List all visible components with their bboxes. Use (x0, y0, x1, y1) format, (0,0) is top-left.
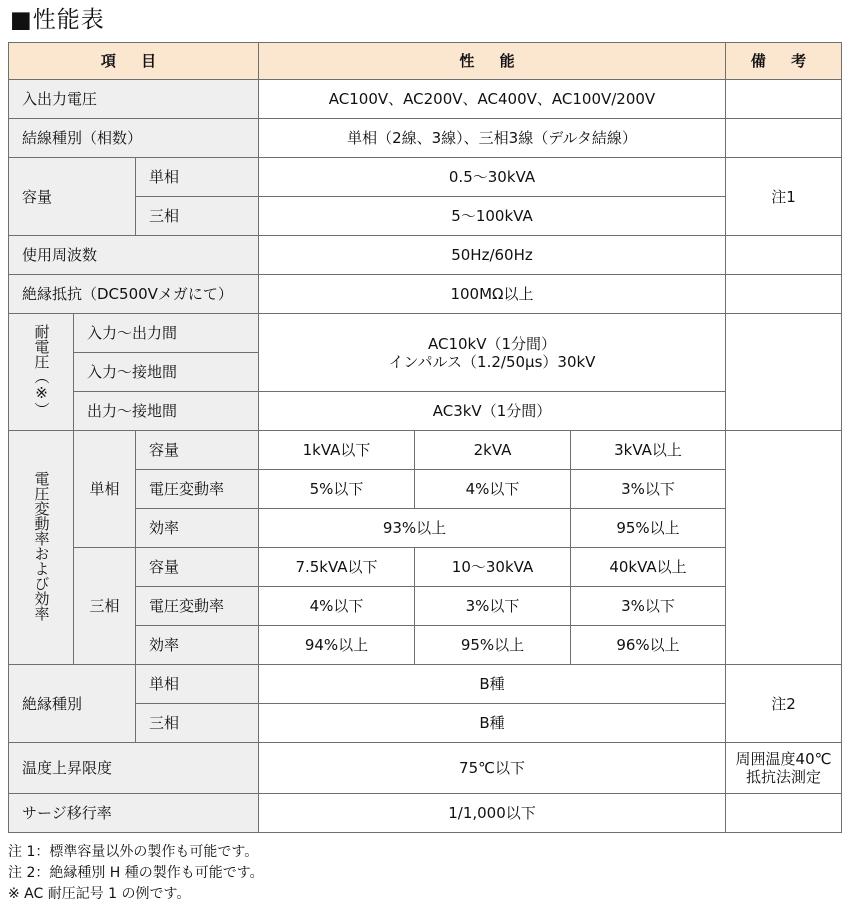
single-eff-shared: 93%以上 (259, 509, 571, 548)
capacity-note: 注1 (726, 158, 842, 236)
three-reg-3: 3%以下 (571, 587, 726, 626)
insulation-class-single-value: B種 (259, 665, 726, 704)
three-reg-2: 3%以下 (415, 587, 571, 626)
three-reg-1: 4%以下 (259, 587, 415, 626)
capacity-single-label: 単相 (136, 158, 259, 197)
withstand-label: 耐電圧（※） (32, 323, 51, 417)
regulation-label-cell (9, 431, 74, 665)
io-voltage-remark (726, 80, 842, 119)
wiring-label: 結線種別（相数） (9, 119, 259, 158)
three-eff-1: 94%以上 (259, 626, 415, 665)
wiring-value: 単相（2線、3線）、三相3線（デルタ結線） (259, 119, 726, 158)
header-item: 項 目 (9, 43, 259, 80)
capacity-label: 容量 (9, 158, 136, 236)
insulation-resistance-remark (726, 275, 842, 314)
single-reg-1: 5%以下 (259, 470, 415, 509)
insulation-class-three-value: B種 (259, 704, 726, 743)
table-row (9, 665, 842, 704)
single-reg-3: 3%以下 (571, 470, 726, 509)
withstand-ig-label: 入力〜接地間 (74, 353, 259, 392)
single-eff-last: 95%以上 (571, 509, 726, 548)
footnote-2: 注 2：絶縁種別 H 種の製作も可能です。 (8, 865, 264, 881)
io-voltage-value: AC100V、AC200V、AC400V、AC100V/200V (259, 80, 726, 119)
withstand-og-label: 出力〜接地間 (74, 392, 259, 431)
table-row (9, 80, 842, 119)
table-row (9, 236, 842, 275)
table-row (9, 431, 842, 470)
three-capacity-label: 容量 (136, 548, 259, 587)
footnote-3: ※ AC 耐圧記号 1 の例です。 (8, 886, 191, 902)
single-capacity-3: 3kVA以上 (571, 431, 726, 470)
table-row (9, 119, 842, 158)
insulation-class-three-label: 三相 (136, 704, 259, 743)
withstand-label-cell (9, 314, 74, 431)
regulation-label: 電圧変動率および効率 (32, 470, 51, 621)
single-eff-label: 効率 (136, 509, 259, 548)
header-row (9, 43, 842, 80)
single-capacity-2: 2kVA (415, 431, 571, 470)
temperature-note-method: 抵抗法測定 (745, 768, 821, 786)
table-row (9, 392, 842, 431)
single-reg-2: 4%以下 (415, 470, 571, 509)
header-performance: 性 能 (259, 43, 726, 80)
withstand-ac-value: AC10kV（1分間） (427, 334, 557, 353)
three-capacity-2: 10〜30kVA (415, 548, 571, 587)
insulation-resistance-label: 絶縁抵抗（DC500Vメガにて） (9, 275, 259, 314)
single-capacity-label: 容量 (136, 431, 259, 470)
capacity-single-value: 0.5〜30kVA (259, 158, 726, 197)
three-eff-label: 効率 (136, 626, 259, 665)
single-reg-label: 電圧変動率 (136, 470, 259, 509)
table-row (9, 275, 842, 314)
insulation-resistance-value: 100MΩ以上 (259, 275, 726, 314)
withstand-og-value: AC3kV（1分間） (259, 392, 726, 431)
table-row (9, 743, 842, 794)
frequency-remark (726, 236, 842, 275)
page-title: ■性能表 (10, 7, 105, 33)
single-capacity-1: 1kVA以下 (259, 431, 415, 470)
wiring-remark (726, 119, 842, 158)
three-reg-label: 電圧変動率 (136, 587, 259, 626)
insulation-class-single-label: 単相 (136, 665, 259, 704)
withstand-remark (726, 314, 842, 431)
withstand-impulse-value: インパルス（1.2/50μs）30kV (388, 352, 596, 371)
table-row (9, 548, 842, 587)
table-row (9, 794, 842, 833)
capacity-three-value: 5〜100kVA (259, 197, 726, 236)
surge-value: 1/1,000以下 (259, 794, 726, 833)
three-eff-2: 95%以上 (415, 626, 571, 665)
temperature-label: 温度上昇限度 (9, 743, 259, 794)
withstand-io-label: 入力〜出力間 (74, 314, 259, 353)
three-capacity-1: 7.5kVA以下 (259, 548, 415, 587)
regulation-single-label: 単相 (74, 431, 136, 548)
insulation-class-label: 絶縁種別 (9, 665, 136, 743)
three-capacity-3: 40kVA以上 (571, 548, 726, 587)
footnote-1: 注 1：標準容量以外の製作も可能です。 (8, 844, 259, 860)
surge-label: サージ移行率 (9, 794, 259, 833)
io-voltage-label: 入出力電圧 (9, 80, 259, 119)
table-row (9, 314, 842, 353)
surge-remark (726, 794, 842, 833)
capacity-three-label: 三相 (136, 197, 259, 236)
temperature-remark (726, 743, 842, 794)
withstand-shared-value (259, 314, 726, 392)
frequency-label: 使用周波数 (9, 236, 259, 275)
three-eff-3: 96%以上 (571, 626, 726, 665)
regulation-three-label: 三相 (74, 548, 136, 665)
frequency-value: 50Hz/60Hz (259, 236, 726, 275)
temperature-note-ambient: 周囲温度40℃ (735, 750, 832, 768)
header-remarks: 備 考 (726, 43, 842, 80)
spec-table (8, 42, 842, 833)
temperature-value: 75℃以下 (259, 743, 726, 794)
regulation-remark (726, 431, 842, 665)
footnotes (8, 842, 264, 905)
table-row (9, 158, 842, 197)
insulation-class-note: 注2 (726, 665, 842, 743)
